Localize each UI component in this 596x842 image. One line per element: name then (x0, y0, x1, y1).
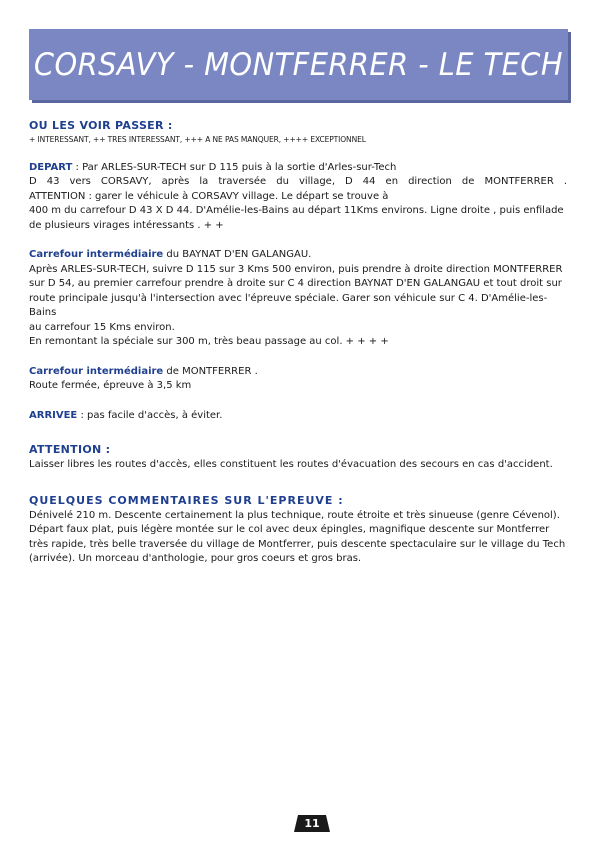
depart-line-2: D 43 vers CORSAVY, après la traversée du village, D 44 en direction de MONTFERRER . (29, 176, 567, 187)
carrefour-baynat-label: Carrefour intermédiaire (29, 249, 164, 260)
commentaires-heading: QUELQUES COMMENTAIRES SUR L'EPREUVE : (29, 494, 344, 507)
commentaires-section (29, 494, 567, 567)
commentaires-line-1: Dénivelé 210 m. Descente certainement la plus technique, route étroite et très sinueuse (genre Cévenol). (29, 509, 560, 521)
carrefour-baynat-line-2: sur D 54, au premier carrefour prendre à droite sur C 4 direction BAYNAT D'EN GALANGAU et tout droit sur (29, 278, 562, 289)
commentaires-line-3: très rapide, très belle traversée du village de Montferrer, puis descente spectaculaire sur le village du Tech (29, 538, 566, 550)
carrefour-baynat-section (29, 248, 567, 350)
carrefour-baynat-title (29, 248, 567, 263)
depart-line-1-text: : Par ARLES-SUR-TECH sur D 115 puis à la sortie d'Arles-sur-Tech (72, 161, 397, 173)
carrefour-montferrer-line-1: Route fermée, épreuve à 3,5 km (29, 380, 192, 391)
carrefour-baynat-line-5: En remontant la spéciale sur 300 m, très beau passage au col. + + + + (29, 336, 389, 347)
depart-section (29, 161, 567, 234)
arrivee-text: : pas facile d'accès, à éviter. (77, 409, 223, 421)
carrefour-montferrer-label: Carrefour intermédiaire (29, 365, 164, 377)
page-number-badge (294, 815, 330, 832)
depart-line-4: 400 m du carrefour D 43 X D 44. D'Amélie-les-Bains au départ 11Kms environs. Ligne droite , puis enfilade (29, 205, 564, 216)
title-banner (29, 29, 568, 100)
legend-section (29, 119, 567, 146)
carrefour-baynat-line-4: au carrefour 15 Kms environ. (29, 321, 175, 333)
legend-heading: OU LES VOIR PASSER : (29, 119, 173, 132)
attention-text: Laisser libres les routes d'accès, elles constituent les routes d'évacuation des secours en cas d'accident. (29, 458, 553, 470)
page-number: 11 (304, 817, 320, 830)
arrivee-line (29, 409, 567, 424)
carrefour-baynat-line-1: Après ARLES-SUR-TECH, suivre D 115 sur 3 Kms 500 environ, puis prendre à droite direction MONTFERRER (29, 263, 563, 275)
carrefour-baynat-line-3: route principale jusqu'à l'intersection avec l'épreuve spéciale. Garer son véhicule sur C 4. D'Amélie-les-Bains (29, 292, 548, 318)
arrivee-label: ARRIVEE (29, 409, 78, 421)
carrefour-montferrer-title-text: de MONTFERRER . (163, 365, 258, 377)
carrefour-montferrer-section (29, 365, 567, 394)
depart-line-5: de plusieurs virages intéressants . + + (29, 219, 224, 231)
commentaires-line-4: (arrivée). Un morceau d'anthologie, pour gros coeurs et gros bras. (29, 553, 362, 564)
carrefour-baynat-title-text: du BAYNAT D'EN GALANGAU. (163, 249, 312, 260)
commentaires-line-2: Départ faux plat, puis légère montée sur le col avec deux épingles, magnifique descente sur Montferrer (29, 524, 550, 535)
document-body (29, 119, 567, 567)
carrefour-montferrer-title (29, 365, 567, 380)
legend-scale: + INTERESSANT, ++ TRES INTERESSANT, +++ A NE PAS MANQUER, ++++ EXCEPTIONNEL (29, 134, 366, 144)
attention-heading: ATTENTION : (29, 443, 111, 456)
depart-label: DEPART (29, 161, 73, 173)
attention-section (29, 443, 567, 472)
depart-line-3: ATTENTION : garer le véhicule à CORSAVY village. Le départ se trouve à (29, 190, 389, 202)
page-title: CORSAVY - MONTFERRER - LE TECH (33, 46, 564, 83)
arrivee-section (29, 409, 567, 424)
depart-line-1 (29, 161, 567, 176)
